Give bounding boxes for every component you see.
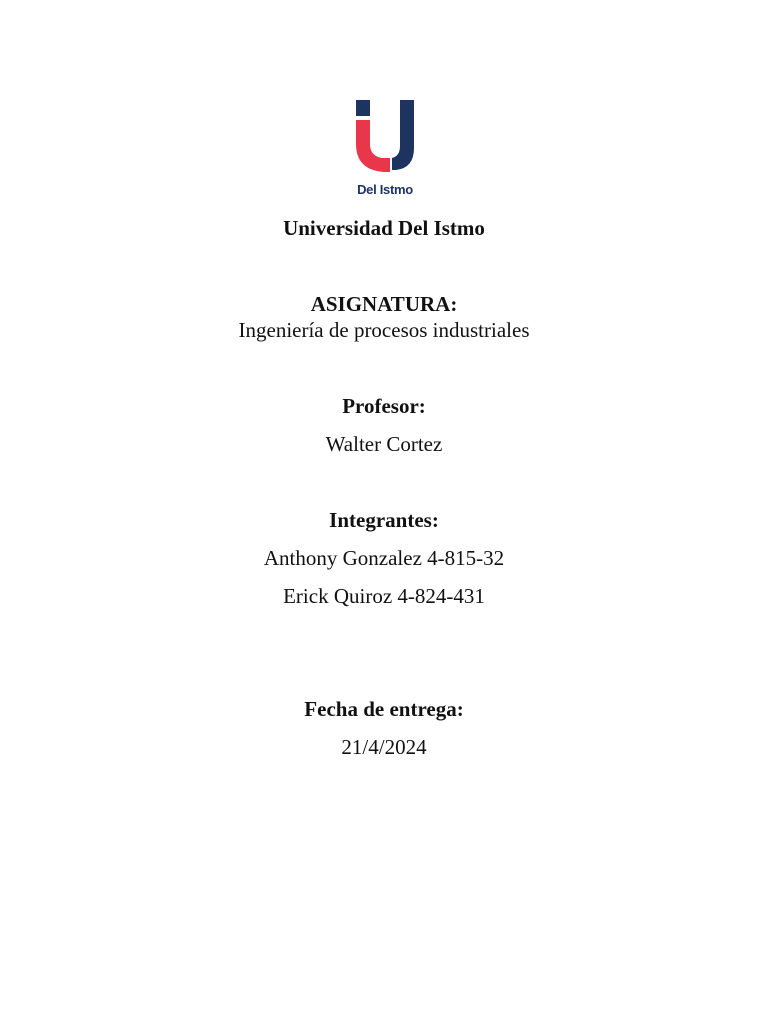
u-logo-icon [340, 96, 430, 182]
professor-name: Walter Cortez [325, 432, 443, 456]
due-date-label: Fecha de entrega: [304, 697, 464, 721]
member-item: Anthony Gonzalez 4-815-32 [263, 546, 505, 570]
member-item: Erick Quiroz 4-824-431 [283, 584, 485, 608]
university-name: Universidad Del Istmo [283, 216, 485, 240]
subject-label: ASIGNATURA: [310, 292, 458, 316]
due-date-value: 21/4/2024 [341, 735, 427, 759]
subject-value: Ingeniería de procesos industriales [238, 318, 530, 342]
university-logo [340, 96, 430, 206]
professor-label: Profesor: [342, 394, 426, 418]
members-label: Integrantes: [329, 508, 439, 532]
logo-wordmark: Del Istmo [357, 182, 413, 197]
